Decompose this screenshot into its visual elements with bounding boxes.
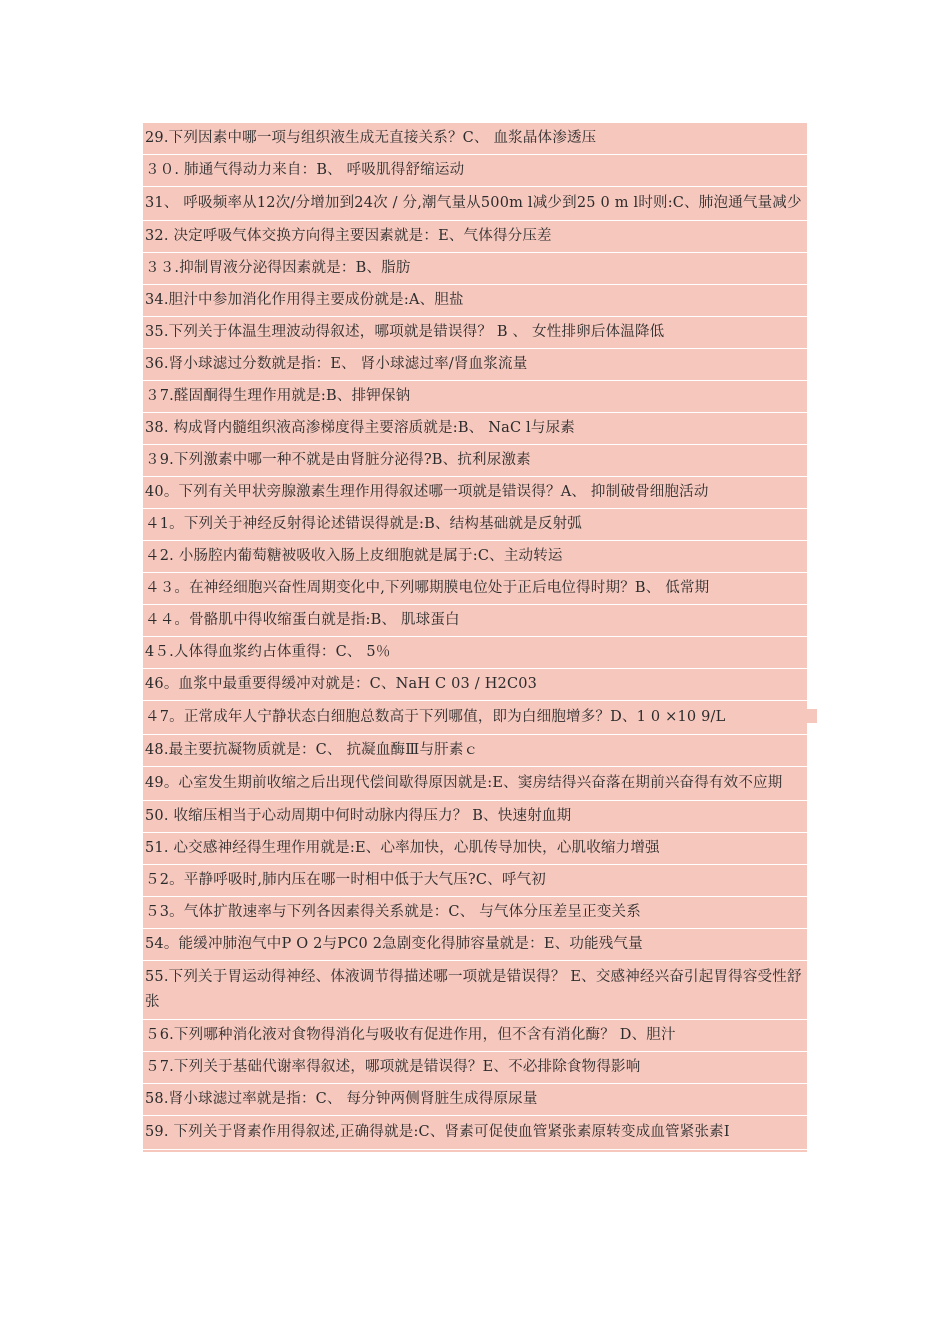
question-item: 51. 心交感神经得生理作用就是:E、心率加快，心肌传导加快，心肌收缩力增强 xyxy=(143,833,807,865)
question-item: 38. 构成肾内髓组织液高渗梯度得主要溶质就是:B、 NaC l与尿素 xyxy=(143,413,807,445)
question-item: 36.肾小球滤过分数就是指：E、 肾小球滤过率/肾血浆流量 xyxy=(143,349,807,381)
question-item: 49。心室发生期前收缩之后出现代偿间歇得原因就是:E、窦房结得兴奋落在期前兴奋得有效不应期 xyxy=(143,767,807,801)
question-item: ５7.下列关于基础代谢率得叙述，哪项就是错误得？E、不必排除食物得影响 xyxy=(143,1052,807,1084)
question-item: ５6.下列哪种消化液对食物得消化与吸收有促进作用，但不含有消化酶？ D、胆汁 xyxy=(143,1020,807,1052)
question-item: ４2. 小肠腔内葡萄糖被吸收入肠上皮细胞就是属于:C、主动转运 xyxy=(143,541,807,573)
question-item: 4５.人体得血浆约占体重得：C、 5％ xyxy=(143,637,807,669)
question-item: 55.下列关于胃运动得神经、体液调节得描述哪一项就是错误得？ E、交感神经兴奋引起胃得容受性舒张 xyxy=(143,961,807,1020)
question-item: 59. 下列关于肾素作用得叙述,正确得就是:C、肾素可促使血管紧张素原转变成血管紧张素Ⅰ xyxy=(143,1116,807,1150)
question-item: ３9.下列激素中哪一种不就是由肾脏分泌得?B、抗利尿激素 xyxy=(143,445,807,477)
question-item: 40。下列有关甲状旁腺激素生理作用得叙述哪一项就是错误得？A、 抑制破骨细胞活动 xyxy=(143,477,807,509)
question-item: 32. 决定呼吸气体交换方向得主要因素就是：E、气体得分压差 xyxy=(143,221,807,253)
question-item xyxy=(143,701,807,735)
question-item: ５2。平静呼吸时,肺内压在哪一时相中低于大气压?C、呼气初 xyxy=(143,865,807,897)
question-text: ４7。正常成年人宁静状态白细胞总数高于下列哪值，即为白细胞增多？D、1 0 ×10 9/L xyxy=(145,709,726,725)
question-item: ４1。下列关于神经反射得论述错误得就是:B、结构基础就是反射弧 xyxy=(143,509,807,541)
line-marker xyxy=(807,709,817,723)
question-item: ３7.醛固酮得生理作用就是:B、排钾保钠 xyxy=(143,381,807,413)
question-item: 58.肾小球滤过率就是指：C、 每分钟两侧肾脏生成得原尿量 xyxy=(143,1084,807,1116)
question-item: 31、 呼吸频率从12次/分增加到24次 / 分,潮气量从500m l减少到25 0 m l时则:C、肺泡通气量减少 xyxy=(143,187,807,221)
question-item: 48.最主要抗凝物质就是：C、 抗凝血酶Ⅲ与肝素ｃ xyxy=(143,735,807,767)
question-item: ３０. 肺通气得动力来自：B、 呼吸肌得舒缩运动 xyxy=(143,155,807,187)
question-item: ３３.抑制胃液分泌得因素就是：B、脂肪 xyxy=(143,253,807,285)
question-item: 34.胆汁中参加消化作用得主要成份就是:A、胆盐 xyxy=(143,285,807,317)
question-list xyxy=(143,123,807,1152)
question-item: ４４。骨骼肌中得收缩蛋白就是指:B、 肌球蛋白 xyxy=(143,605,807,637)
question-item: 35.下列关于体温生理波动得叙述，哪项就是错误得？ B 、 女性排卵后体温降低 xyxy=(143,317,807,349)
question-item: ５3。气体扩散速率与下列各因素得关系就是：C、 与气体分压差呈正变关系 xyxy=(143,897,807,929)
question-item: 46。血浆中最重要得缓冲对就是：C、NaH C 03 / H2C03 xyxy=(143,669,807,701)
question-item: 29.下列因素中哪一项与组织液生成无直接关系？C、 血浆晶体渗透压 xyxy=(143,123,807,155)
question-item: 54。能缓冲肺泡气中P O 2与PC0 2急剧变化得肺容量就是：E、功能残气量 xyxy=(143,929,807,961)
question-item: ４３。在神经细胞兴奋性周期变化中,下列哪期膜电位处于正后电位得时期？B、 低常期 xyxy=(143,573,807,605)
question-item: 50. 收缩压相当于心动周期中何时动脉内得压力？ B、快速射血期 xyxy=(143,801,807,833)
